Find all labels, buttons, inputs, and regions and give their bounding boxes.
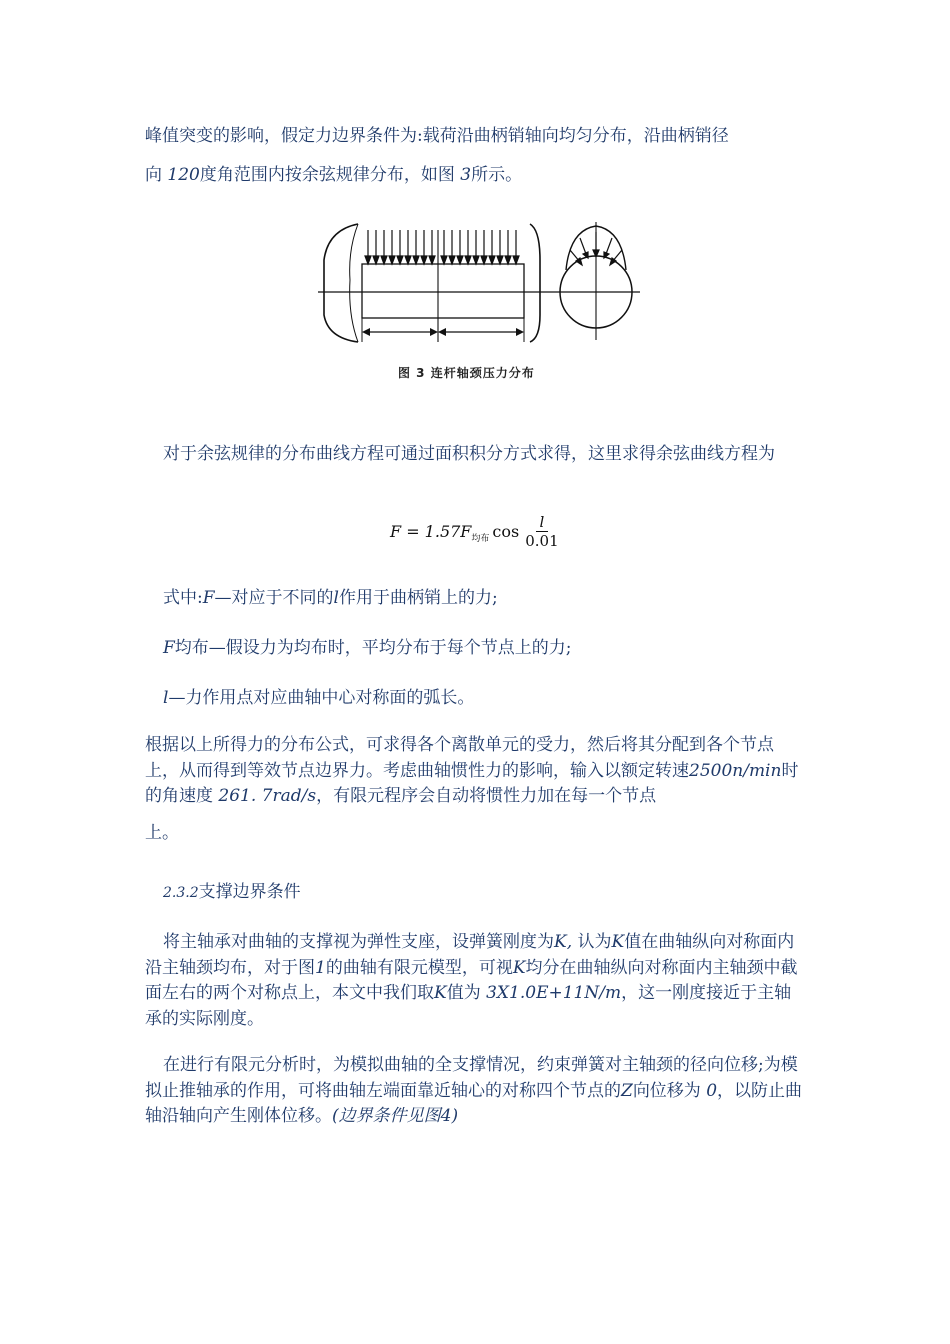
paragraph-3-last-line: 上。: [145, 823, 179, 843]
formula-numerator: l: [536, 514, 549, 532]
cosine-distribution-formula: [390, 514, 559, 550]
paragraph-1-line-2: 向 120度角范围内按余弦规律分布，如图 3所示。: [145, 165, 523, 185]
paragraph-4: 将主轴承对曲轴的支撑视为弹性支座，设弹簧刚度为K, 认为K值在曲轴纵向对称面内沿主轴颈均布，对于图1的曲轴有限元模型，可视K均分在曲轴纵向对称面内主轴颈中截面左右的两个对称点上，本文中我们取K值为 3X1.0E+11N/m，这一刚度接近于主轴承的实际刚度。: [145, 932, 798, 1029]
definition-2: F均布—假设力为均布时，平均分布于每个节点上的力;: [163, 638, 572, 658]
definition-3: l—力作用点对应曲轴中心对称面的弧长。: [163, 688, 475, 708]
paragraph-3: 根据以上所得力的分布公式，可求得各个离散单元的受力，然后将其分配到各个节点上，从而得到等效节点边界力。考虑曲轴惯性力的影响，输入以额定转速2500n/min时的角速度 261. 7rad/s，有限元程序会自动将惯性力加在每一个节点: [145, 735, 799, 806]
definition-1: 式中:F—对应于不同的l作用于曲柄销上的力;: [163, 588, 498, 608]
section-number: 2.3.2: [163, 885, 199, 901]
formula-subscript: 均布: [471, 534, 490, 545]
paragraph-2: 对于余弦规律的分布曲线方程可通过面积积分方式求得，这里求得余弦曲线方程为: [163, 444, 775, 464]
paragraph-5: 在进行有限元分析时，为模拟曲轴的全支撑情况，约束弹簧对主轴颈的径向位移;为模拟止推轴承的作用，可将曲轴左端面靠近轴心的对称四个节点的Z向位移为 0，以防止曲轴沿轴向产生刚体位移。(边界条件见图4): [145, 1055, 803, 1126]
formula-denominator: 0.01: [525, 531, 559, 550]
formula-cos: cos: [492, 522, 520, 542]
section-title: 支撑边界条件: [198, 882, 301, 902]
figure-3-crankpin-pressure-distribution: [318, 220, 640, 388]
paragraph-1-line-1: 峰值突变的影响，假定力边界条件为:载荷沿曲柄销轴向均匀分布，沿曲柄销径: [145, 126, 729, 146]
section-heading-2-3-2: [145, 880, 807, 906]
formula-lhs: F = 1.57F: [390, 522, 472, 542]
formula-fraction: [525, 514, 558, 550]
figure-caption: 图 3 连杆轴颈压力分布: [398, 366, 535, 380]
